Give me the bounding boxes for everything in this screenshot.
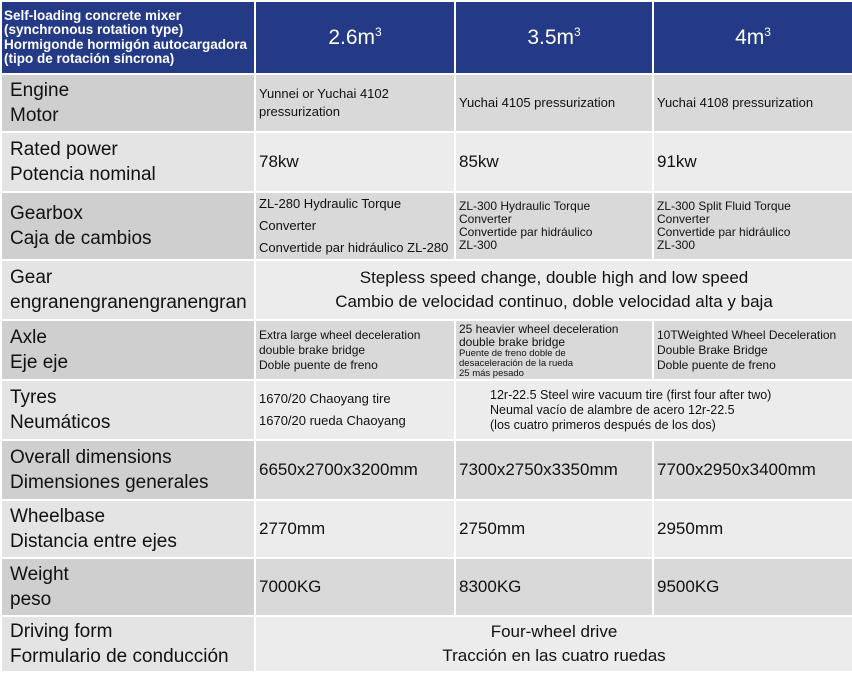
cell-engine-4: Yuchai 4108 pressurization — [653, 74, 852, 132]
cell-gear-all: Stepless speed change, double high and low speed Cambio de velocidad continuo, doble velocidad alta y baja — [255, 260, 852, 320]
row-label-rated-power: Rated power Potencia nominal — [1, 132, 255, 192]
table-row — [1, 192, 852, 260]
cell-axle-2-6: Extra large wheel deceleration double brake bridge Doble puente de freno — [255, 320, 455, 380]
table-row — [1, 500, 852, 558]
column-header-4m3: $4m^3$ — [653, 1, 852, 74]
cell-engine-2-6: Yunnei or Yuchai 4102 pressurization — [255, 74, 455, 132]
cell-engine-3-5: Yuchai 4105 pressurization — [455, 74, 653, 132]
row-label-gear: Gear engranengranengranengran — [1, 260, 255, 320]
cell-wheelbase-2-6: 2770mm — [255, 500, 455, 558]
cell-axle-4: 10TWeighted Wheel Deceleration Double Brake Bridge Doble puente de freno — [653, 320, 852, 380]
table-row — [1, 74, 852, 132]
cell-power-3-5: 85kw — [455, 132, 653, 192]
table-title: Self-loading concrete mixer (synchronous rotation type) Hormigonde hormigón autocargadora (tipo de rotación síncrona) — [1, 1, 255, 74]
table-row — [1, 260, 852, 320]
cell-dimensions-2-6: 6650x2700x3200mm — [255, 440, 455, 500]
table-row — [1, 320, 852, 380]
table-row — [1, 132, 852, 192]
row-label-gearbox: Gearbox Caja de cambios — [1, 192, 255, 260]
cell-weight-2-6: 7000KG — [255, 558, 455, 616]
cell-weight-3-5: 8300KG — [455, 558, 653, 616]
row-label-wheelbase: Wheelbase Distancia entre ejes — [1, 500, 255, 558]
cell-dimensions-3-5: 7300x2750x3350mm — [455, 440, 653, 500]
column-header-3-5m3: $3.5m^3$ — [455, 1, 653, 74]
cell-gearbox-4: ZL-300 Split Fluid Torque Converter Convertide par hidráulico ZL-300 — [653, 192, 852, 260]
column-header-2-6m3: $2.6m^3$ — [255, 1, 455, 74]
row-label-overall-dimensions: Overall dimensions Dimensiones generales — [1, 440, 255, 500]
table-row — [1, 440, 852, 500]
row-label-driving-form: Driving form Formulario de conducción — [1, 616, 255, 672]
cell-wheelbase-3-5: 2750mm — [455, 500, 653, 558]
row-label-axle: Axle Eje eje — [1, 320, 255, 380]
row-label-engine: Engine Motor — [1, 74, 255, 132]
cell-wheelbase-4: 2950mm — [653, 500, 852, 558]
cell-dimensions-4: 7700x2950x3400mm — [653, 440, 852, 500]
cell-power-4: 91kw — [653, 132, 852, 192]
row-label-weight: Weight peso — [1, 558, 255, 616]
cell-gearbox-3-5: ZL-300 Hydraulic Torque Converter Convertide par hidráulico ZL-300 — [455, 192, 653, 260]
cell-tyres-3-5-and-4: 12r-22.5 Steel wire vacuum tire (first four after two) Neumal vacío de alambre de acero 12r-22.5 (los cuatro primeros después de los dos) — [455, 380, 852, 440]
table-row — [1, 616, 852, 672]
cell-gearbox-2-6: ZL-280 Hydraulic Torque Converter Convertide par hidráulico ZL-280 — [255, 192, 455, 260]
header-row — [1, 1, 852, 74]
cell-weight-4: 9500KG — [653, 558, 852, 616]
cell-driving-all: Four-wheel drive Tracción en las cuatro ruedas — [255, 616, 852, 672]
cell-power-2-6: 78kw — [255, 132, 455, 192]
row-label-tyres: Tyres Neumáticos — [1, 380, 255, 440]
cell-axle-3-5: 25 heavier wheel deceleration double brake bridge Puente de freno doble de desaceleración de la rueda 25 más pesado — [455, 320, 653, 380]
table-row — [1, 558, 852, 616]
table-row — [1, 380, 852, 440]
cell-tyres-2-6: 1670/20 Chaoyang tire 1670/20 rueda Chaoyang — [255, 380, 455, 440]
